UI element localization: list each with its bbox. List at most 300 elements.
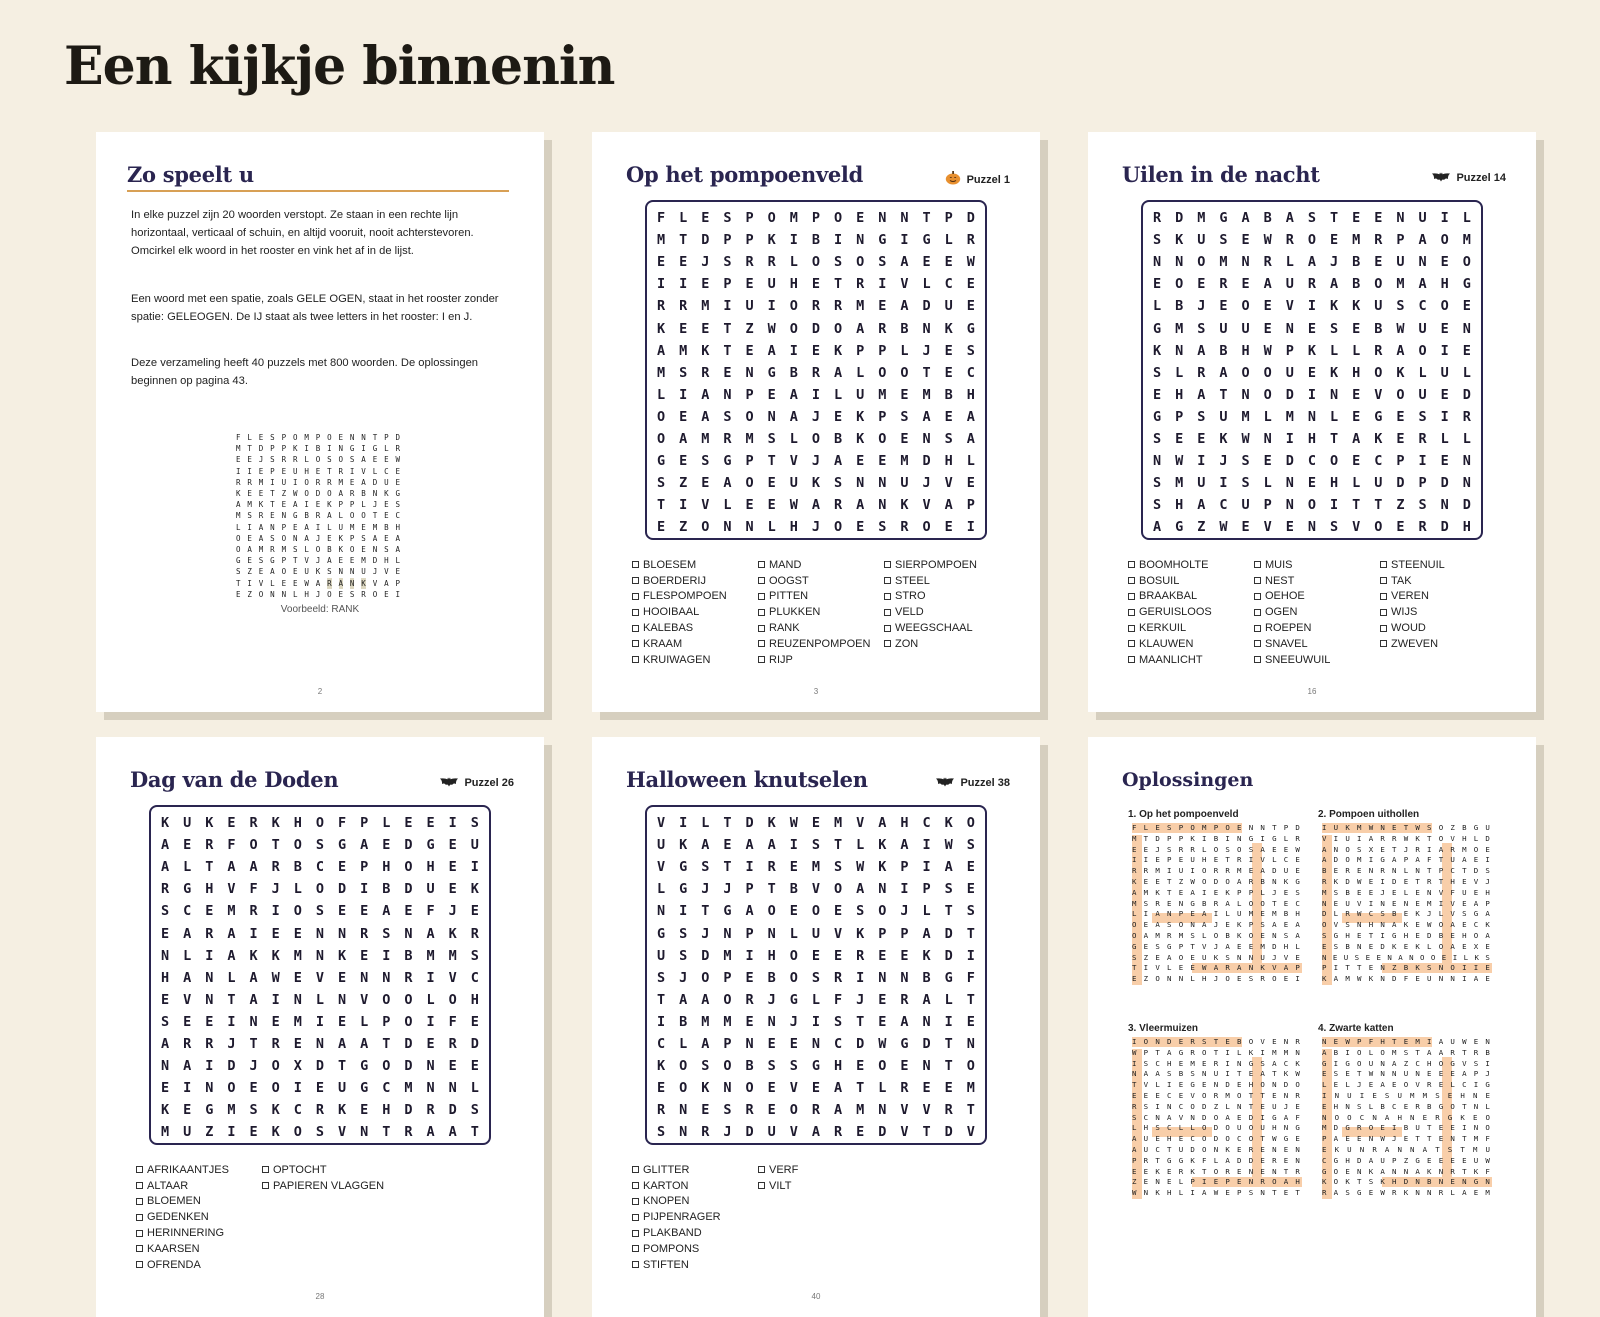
grid-letter[interactable]: C: [293, 1102, 302, 1119]
grid-letter[interactable]: M: [293, 1013, 302, 1030]
grid-letter[interactable]: J: [1219, 453, 1228, 470]
grid-letter[interactable]: B: [679, 1013, 688, 1030]
grid-letter[interactable]: H: [161, 969, 170, 986]
checkbox[interactable]: [1128, 640, 1135, 647]
grid-letter[interactable]: R: [1219, 276, 1228, 293]
grid-letter[interactable]: R: [834, 969, 843, 986]
grid-letter[interactable]: D: [922, 1035, 931, 1052]
grid-letter[interactable]: R: [1263, 254, 1272, 271]
grid-letter[interactable]: U: [1219, 408, 1228, 425]
word-item[interactable]: [1380, 557, 1508, 573]
grid-letter[interactable]: E: [966, 276, 975, 293]
grid-letter[interactable]: N: [448, 1080, 457, 1097]
grid-letter[interactable]: E: [470, 1013, 479, 1030]
grid-letter[interactable]: O: [1307, 232, 1317, 249]
grid-letter[interactable]: A: [856, 881, 865, 898]
grid-letter[interactable]: E: [161, 1080, 170, 1097]
grid-letter[interactable]: V: [834, 925, 843, 942]
grid-letter[interactable]: M: [966, 1080, 975, 1097]
grid-letter[interactable]: K: [701, 342, 710, 359]
grid-letter[interactable]: L: [1175, 364, 1184, 381]
grid-letter[interactable]: T: [944, 1035, 953, 1052]
grid-letter[interactable]: E: [679, 320, 688, 337]
grid-letter[interactable]: I: [1440, 342, 1449, 359]
grid-letter[interactable]: Z: [679, 475, 688, 492]
grid-letter[interactable]: I: [1307, 386, 1317, 403]
grid-letter[interactable]: N: [1175, 342, 1184, 359]
grid-letter[interactable]: I: [205, 1058, 214, 1075]
grid-letter[interactable]: V: [657, 815, 666, 832]
grid-letter[interactable]: E: [657, 1080, 666, 1097]
grid-letter[interactable]: V: [900, 1124, 909, 1141]
word-item[interactable]: [758, 573, 884, 589]
grid-letter[interactable]: R: [834, 1124, 843, 1141]
word-item[interactable]: [136, 1194, 262, 1210]
grid-letter[interactable]: O: [271, 1080, 280, 1097]
grid-letter[interactable]: S: [679, 364, 688, 381]
grid-letter[interactable]: E: [249, 1124, 258, 1141]
grid-letter[interactable]: I: [183, 1080, 192, 1097]
grid-letter[interactable]: N: [205, 969, 214, 986]
grid-letter[interactable]: T: [1219, 386, 1228, 403]
grid-letter[interactable]: P: [1175, 408, 1184, 425]
grid-letter[interactable]: U: [856, 386, 865, 403]
word-item[interactable]: [1128, 636, 1254, 652]
grid-letter[interactable]: E: [205, 1013, 214, 1030]
grid-letter[interactable]: N: [723, 925, 732, 942]
grid-letter[interactable]: N: [1263, 430, 1272, 447]
grid-letter[interactable]: O: [767, 210, 776, 227]
grid-letter[interactable]: U: [1418, 320, 1427, 337]
grid-letter[interactable]: V: [1352, 519, 1361, 536]
grid-letter[interactable]: A: [900, 254, 909, 271]
grid-letter[interactable]: K: [922, 947, 931, 964]
word-item[interactable]: [1254, 652, 1380, 668]
grid-letter[interactable]: K: [1396, 364, 1405, 381]
grid-letter[interactable]: A: [789, 386, 798, 403]
grid-letter[interactable]: T: [922, 364, 931, 381]
grid-letter[interactable]: S: [834, 475, 843, 492]
grid-letter[interactable]: S: [679, 947, 688, 964]
grid-letter[interactable]: N: [315, 947, 325, 964]
grid-letter[interactable]: P: [360, 859, 369, 876]
grid-letter[interactable]: G: [1175, 519, 1184, 536]
grid-letter[interactable]: E: [922, 254, 931, 271]
grid-letter[interactable]: N: [922, 1058, 931, 1075]
grid-letter[interactable]: N: [404, 925, 413, 942]
grid-letter[interactable]: S: [1153, 497, 1162, 514]
grid-letter[interactable]: S: [657, 475, 666, 492]
grid-letter[interactable]: V: [1374, 386, 1383, 403]
grid-letter[interactable]: E: [271, 925, 280, 942]
grid-letter[interactable]: A: [811, 1124, 821, 1141]
grid-letter[interactable]: H: [834, 1058, 843, 1075]
grid-letter[interactable]: B: [811, 232, 821, 249]
grid-letter[interactable]: N: [315, 1035, 325, 1052]
word-item[interactable]: [1254, 636, 1380, 652]
word-item[interactable]: [632, 1162, 758, 1178]
grid-letter[interactable]: J: [1197, 298, 1206, 315]
checkbox[interactable]: [1254, 640, 1261, 647]
grid-letter[interactable]: S: [470, 815, 479, 832]
grid-letter[interactable]: R: [183, 1035, 192, 1052]
grid-letter[interactable]: B: [900, 320, 909, 337]
grid-letter[interactable]: E: [1330, 232, 1339, 249]
grid-letter[interactable]: R: [404, 969, 413, 986]
grid-letter[interactable]: U: [1418, 386, 1427, 403]
word-item[interactable]: [632, 1178, 758, 1194]
grid-letter[interactable]: N: [360, 1124, 369, 1141]
grid-letter[interactable]: R: [205, 925, 214, 942]
grid-letter[interactable]: O: [1263, 364, 1272, 381]
grid-letter[interactable]: E: [448, 881, 457, 898]
grid-letter[interactable]: A: [834, 1102, 843, 1119]
grid-letter[interactable]: H: [205, 881, 214, 898]
grid-letter[interactable]: O: [966, 815, 975, 832]
grid-letter[interactable]: N: [922, 320, 931, 337]
grid-letter[interactable]: T: [382, 1035, 391, 1052]
grid-letter[interactable]: S: [249, 1102, 258, 1119]
grid-letter[interactable]: P: [1285, 342, 1294, 359]
grid-letter[interactable]: V: [789, 453, 798, 470]
grid-letter[interactable]: E: [249, 1080, 258, 1097]
grid-letter[interactable]: F: [249, 881, 258, 898]
grid-letter[interactable]: S: [878, 519, 887, 536]
grid-letter[interactable]: C: [315, 859, 325, 876]
grid-letter[interactable]: P: [922, 881, 931, 898]
grid-letter[interactable]: S: [1241, 453, 1250, 470]
grid-letter[interactable]: E: [271, 1013, 280, 1030]
grid-letter[interactable]: T: [1352, 497, 1361, 514]
grid-letter[interactable]: R: [426, 1102, 435, 1119]
grid-letter[interactable]: M: [227, 1102, 236, 1119]
grid-letter[interactable]: N: [426, 1058, 435, 1075]
word-item[interactable]: [1380, 636, 1508, 652]
grid-letter[interactable]: A: [227, 859, 236, 876]
grid-letter[interactable]: A: [161, 859, 170, 876]
grid-letter[interactable]: H: [767, 947, 776, 964]
grid-letter[interactable]: A: [767, 837, 776, 854]
grid-letter[interactable]: K: [1374, 430, 1383, 447]
grid-letter[interactable]: A: [834, 453, 843, 470]
grid-letter[interactable]: I: [249, 925, 258, 942]
grid-letter[interactable]: N: [1241, 386, 1250, 403]
grid-letter[interactable]: V: [856, 815, 865, 832]
grid-letter[interactable]: B: [944, 386, 953, 403]
checkbox[interactable]: [632, 561, 639, 568]
grid-letter[interactable]: B: [1219, 342, 1228, 359]
grid-letter[interactable]: N: [1175, 254, 1184, 271]
grid-letter[interactable]: H: [944, 453, 953, 470]
grid-letter[interactable]: U: [1285, 364, 1294, 381]
grid-letter[interactable]: E: [811, 947, 821, 964]
word-item[interactable]: [632, 1225, 758, 1241]
grid-letter[interactable]: E: [293, 1035, 302, 1052]
grid-letter[interactable]: T: [657, 497, 666, 514]
grid-letter[interactable]: W: [1263, 232, 1272, 249]
grid-letter[interactable]: E: [966, 859, 975, 876]
grid-letter[interactable]: E: [834, 947, 843, 964]
grid-letter[interactable]: J: [900, 903, 909, 920]
word-item[interactable]: [1254, 620, 1380, 636]
grid-letter[interactable]: T: [205, 859, 214, 876]
grid-letter[interactable]: T: [966, 1102, 975, 1119]
grid-letter[interactable]: G: [723, 453, 732, 470]
grid-letter[interactable]: U: [338, 1080, 347, 1097]
grid-letter[interactable]: P: [745, 232, 754, 249]
grid-letter[interactable]: O: [382, 991, 391, 1008]
grid-letter[interactable]: L: [789, 254, 798, 271]
grid-letter[interactable]: E: [205, 903, 214, 920]
grid-letter[interactable]: E: [767, 497, 776, 514]
grid-letter[interactable]: S: [966, 837, 975, 854]
checkbox[interactable]: [1380, 593, 1387, 600]
grid-letter[interactable]: R: [679, 298, 688, 315]
grid-letter[interactable]: R: [1418, 519, 1427, 536]
grid-letter[interactable]: M: [679, 342, 688, 359]
word-item[interactable]: [136, 1178, 262, 1194]
grid-letter[interactable]: M: [657, 364, 666, 381]
grid-letter[interactable]: P: [745, 453, 754, 470]
grid-letter[interactable]: E: [183, 837, 192, 854]
grid-letter[interactable]: L: [657, 386, 666, 403]
grid-letter[interactable]: S: [811, 837, 821, 854]
grid-letter[interactable]: E: [944, 364, 953, 381]
word-item[interactable]: [758, 1178, 884, 1194]
grid-letter[interactable]: U: [657, 837, 666, 854]
grid-letter[interactable]: Z: [205, 1124, 214, 1141]
grid-letter[interactable]: O: [834, 320, 843, 337]
grid-letter[interactable]: S: [723, 210, 732, 227]
grid-letter[interactable]: R: [657, 298, 666, 315]
grid-letter[interactable]: M: [834, 815, 843, 832]
grid-letter[interactable]: S: [723, 254, 732, 271]
grid-letter[interactable]: N: [1153, 254, 1162, 271]
grid-letter[interactable]: A: [426, 1124, 435, 1141]
grid-letter[interactable]: E: [878, 991, 887, 1008]
grid-letter[interactable]: K: [944, 320, 953, 337]
grid-letter[interactable]: M: [1197, 210, 1206, 227]
grid-letter[interactable]: U: [767, 276, 776, 293]
word-item[interactable]: [1128, 604, 1254, 620]
grid-letter[interactable]: E: [944, 408, 953, 425]
grid-letter[interactable]: E: [856, 1058, 865, 1075]
grid-letter[interactable]: B: [1352, 254, 1361, 271]
grid-letter[interactable]: A: [922, 408, 931, 425]
grid-letter[interactable]: E: [1285, 519, 1294, 536]
grid-letter[interactable]: A: [679, 430, 688, 447]
checkbox[interactable]: [632, 1198, 639, 1205]
grid-letter[interactable]: N: [1153, 453, 1162, 470]
grid-letter[interactable]: V: [657, 859, 666, 876]
grid-letter[interactable]: W: [1241, 430, 1250, 447]
grid-letter[interactable]: V: [900, 276, 909, 293]
grid-letter[interactable]: A: [745, 837, 754, 854]
grid-letter[interactable]: E: [1462, 342, 1471, 359]
grid-letter[interactable]: I: [205, 947, 214, 964]
grid-letter[interactable]: L: [811, 991, 821, 1008]
grid-letter[interactable]: O: [878, 364, 887, 381]
grid-letter[interactable]: E: [701, 1102, 710, 1119]
grid-letter[interactable]: S: [1396, 298, 1405, 315]
grid-letter[interactable]: U: [183, 815, 192, 832]
grid-letter[interactable]: M: [161, 1124, 170, 1141]
grid-letter[interactable]: N: [1418, 254, 1427, 271]
checkbox[interactable]: [262, 1182, 269, 1189]
grid-letter[interactable]: L: [922, 903, 931, 920]
grid-letter[interactable]: N: [1462, 453, 1471, 470]
grid-letter[interactable]: E: [789, 1035, 798, 1052]
grid-letter[interactable]: S: [834, 254, 843, 271]
grid-letter[interactable]: E: [470, 903, 479, 920]
grid-letter[interactable]: S: [1330, 320, 1339, 337]
grid-letter[interactable]: D: [944, 925, 953, 942]
grid-letter[interactable]: N: [1241, 254, 1250, 271]
grid-letter[interactable]: B: [922, 969, 931, 986]
grid-letter[interactable]: E: [878, 1013, 887, 1030]
grid-letter[interactable]: E: [811, 276, 821, 293]
grid-letter[interactable]: N: [745, 364, 754, 381]
grid-letter[interactable]: P: [723, 232, 732, 249]
grid-letter[interactable]: I: [227, 1013, 236, 1030]
grid-letter[interactable]: D: [701, 947, 710, 964]
grid-letter[interactable]: S: [1197, 320, 1206, 337]
grid-letter[interactable]: O: [657, 430, 666, 447]
grid-letter[interactable]: U: [183, 1124, 192, 1141]
checkbox[interactable]: [632, 1261, 639, 1268]
grid-letter[interactable]: O: [293, 903, 302, 920]
grid-letter[interactable]: T: [271, 837, 280, 854]
grid-letter[interactable]: I: [271, 991, 280, 1008]
grid-letter[interactable]: F: [966, 969, 975, 986]
grid-letter[interactable]: O: [404, 991, 413, 1008]
grid-letter[interactable]: M: [811, 859, 821, 876]
word-item[interactable]: [1380, 573, 1508, 589]
grid-letter[interactable]: S: [701, 453, 710, 470]
word-item[interactable]: [884, 573, 1012, 589]
grid-letter[interactable]: J: [922, 342, 931, 359]
checkbox[interactable]: [136, 1261, 143, 1268]
grid-letter[interactable]: R: [856, 276, 865, 293]
grid-letter[interactable]: C: [1374, 453, 1383, 470]
grid-letter[interactable]: D: [944, 947, 953, 964]
grid-letter[interactable]: N: [767, 925, 776, 942]
grid-letter[interactable]: R: [767, 859, 776, 876]
grid-letter[interactable]: E: [1440, 254, 1449, 271]
grid-letter[interactable]: I: [1219, 475, 1228, 492]
grid-letter[interactable]: E: [1197, 276, 1206, 293]
grid-letter[interactable]: K: [900, 497, 909, 514]
grid-letter[interactable]: S: [767, 430, 776, 447]
grid-letter[interactable]: E: [293, 925, 302, 942]
grid-letter[interactable]: W: [1219, 519, 1228, 536]
grid-letter[interactable]: S: [161, 903, 170, 920]
grid-letter[interactable]: M: [1285, 408, 1294, 425]
grid-letter[interactable]: L: [723, 497, 732, 514]
grid-letter[interactable]: T: [1330, 430, 1339, 447]
grid-letter[interactable]: O: [1307, 497, 1317, 514]
grid-letter[interactable]: A: [856, 320, 865, 337]
grid-letter[interactable]: E: [1396, 519, 1405, 536]
grid-letter[interactable]: D: [922, 453, 931, 470]
grid-letter[interactable]: T: [679, 232, 688, 249]
grid-letter[interactable]: I: [878, 276, 887, 293]
grid-letter[interactable]: A: [227, 925, 236, 942]
grid-letter[interactable]: I: [856, 969, 865, 986]
word-item[interactable]: [1128, 557, 1254, 573]
grid-letter[interactable]: N: [878, 969, 887, 986]
grid-letter[interactable]: E: [161, 991, 170, 1008]
grid-letter[interactable]: U: [426, 881, 435, 898]
grid-letter[interactable]: S: [723, 408, 732, 425]
grid-letter[interactable]: V: [789, 1124, 798, 1141]
grid-letter[interactable]: U: [789, 475, 798, 492]
grid-letter[interactable]: I: [1197, 453, 1206, 470]
grid-letter[interactable]: M: [701, 430, 710, 447]
checkbox[interactable]: [632, 1230, 639, 1237]
checkbox[interactable]: [1380, 577, 1387, 584]
checkbox[interactable]: [1380, 561, 1387, 568]
grid-letter[interactable]: O: [811, 254, 821, 271]
grid-letter[interactable]: A: [1330, 276, 1339, 293]
word-item[interactable]: [1254, 557, 1380, 573]
grid-letter[interactable]: A: [701, 408, 710, 425]
grid-letter[interactable]: E: [1352, 320, 1361, 337]
grid-letter[interactable]: T: [834, 276, 843, 293]
grid-letter[interactable]: O: [1440, 298, 1449, 315]
grid-letter[interactable]: A: [161, 837, 170, 854]
grid-letter[interactable]: K: [161, 1102, 170, 1119]
checkbox[interactable]: [1380, 625, 1387, 632]
grid-letter[interactable]: H: [1241, 342, 1250, 359]
grid-letter[interactable]: O: [701, 519, 710, 536]
grid-letter[interactable]: L: [834, 386, 843, 403]
checkbox[interactable]: [632, 640, 639, 647]
word-item[interactable]: [632, 620, 758, 636]
grid-letter[interactable]: E: [448, 1058, 457, 1075]
grid-letter[interactable]: G: [966, 320, 975, 337]
grid-letter[interactable]: N: [161, 1058, 170, 1075]
checkbox[interactable]: [1128, 625, 1135, 632]
grid-letter[interactable]: N: [205, 991, 214, 1008]
grid-letter[interactable]: T: [723, 342, 732, 359]
word-item[interactable]: [758, 636, 884, 652]
grid-letter[interactable]: S: [470, 947, 479, 964]
grid-letter[interactable]: A: [448, 1124, 457, 1141]
grid-letter[interactable]: A: [679, 991, 688, 1008]
grid-letter[interactable]: I: [360, 881, 369, 898]
grid-letter[interactable]: E: [338, 969, 347, 986]
grid-letter[interactable]: Z: [1197, 519, 1206, 536]
grid-letter[interactable]: R: [249, 815, 258, 832]
grid-letter[interactable]: M: [1241, 408, 1250, 425]
grid-letter[interactable]: E: [1396, 408, 1405, 425]
grid-letter[interactable]: A: [1219, 364, 1228, 381]
grid-letter[interactable]: L: [900, 342, 909, 359]
grid-letter[interactable]: K: [679, 837, 688, 854]
grid-letter[interactable]: K: [856, 925, 865, 942]
grid-letter[interactable]: E: [856, 453, 865, 470]
grid-letter[interactable]: E: [1175, 430, 1184, 447]
grid-letter[interactable]: O: [856, 254, 865, 271]
grid-letter[interactable]: R: [1418, 430, 1427, 447]
grid-letter[interactable]: I: [679, 386, 688, 403]
grid-letter[interactable]: M: [293, 947, 302, 964]
grid-letter[interactable]: K: [1153, 342, 1162, 359]
grid-letter[interactable]: O: [789, 298, 798, 315]
grid-letter[interactable]: N: [856, 232, 865, 249]
grid-letter[interactable]: D: [470, 1035, 479, 1052]
